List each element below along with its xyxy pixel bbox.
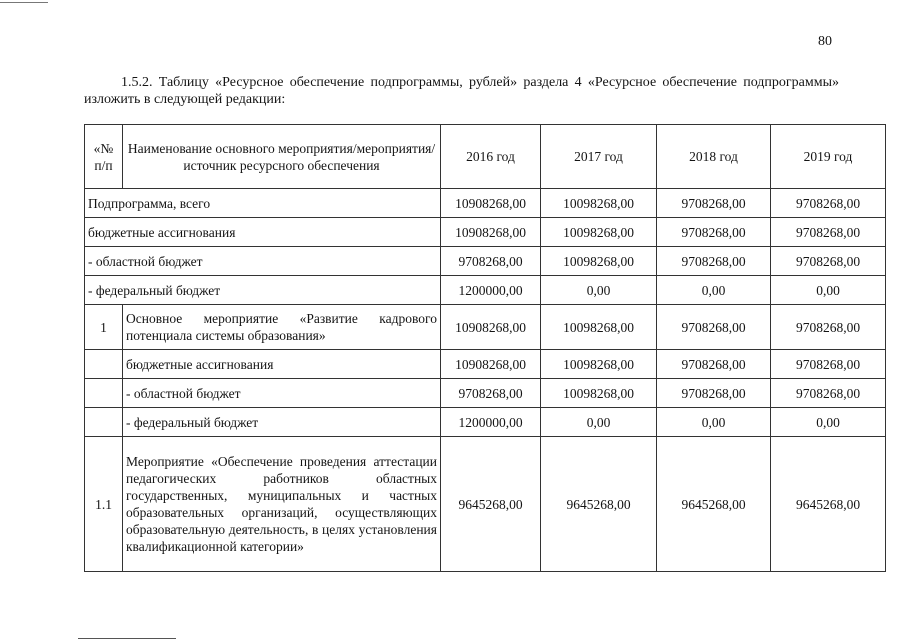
row-value: 10098268,00 <box>541 189 657 218</box>
row-value: 10098268,00 <box>541 379 657 408</box>
header-year: 2016 год <box>441 125 541 189</box>
row-value: 9708268,00 <box>441 379 541 408</box>
row-value: 9708268,00 <box>771 218 886 247</box>
row-name: - областной бюджет <box>123 379 441 408</box>
intro-paragraph: 1.5.2. Таблицу «Ресурсное обеспечение подпрограммы, рублей» раздела 4 «Ресурсное обеспечение подпрограммы» изложить в следующей редакции: <box>84 75 839 107</box>
row-value: 1200000,00 <box>441 276 541 305</box>
table-row <box>85 305 886 350</box>
header-year: 2018 год <box>657 125 771 189</box>
row-name: бюджетные ассигнования <box>85 218 441 247</box>
scan-mark-top <box>0 2 48 3</box>
row-name: Мероприятие «Обеспечение проведения аттестации педагогических работников областных государственных, муниципальных и частных образовательных организаций, осуществляющих образовательную деятельность, в целях установления квалификационной категории» <box>123 437 441 572</box>
row-value: 9708268,00 <box>771 350 886 379</box>
table-row <box>85 247 886 276</box>
row-name: бюджетные ассигнования <box>123 350 441 379</box>
row-value: 9708268,00 <box>657 247 771 276</box>
row-value: 0,00 <box>771 408 886 437</box>
scan-mark-bottom <box>78 638 176 639</box>
row-name: - федеральный бюджет <box>85 276 441 305</box>
row-value: 10908268,00 <box>441 189 541 218</box>
row-value: 9708268,00 <box>657 350 771 379</box>
table-row <box>85 276 886 305</box>
row-num <box>85 379 123 408</box>
row-name: - федеральный бюджет <box>123 408 441 437</box>
resource-table <box>84 124 886 572</box>
row-value: 9708268,00 <box>657 305 771 350</box>
row-name: - областной бюджет <box>85 247 441 276</box>
row-num <box>85 350 123 379</box>
row-value: 10098268,00 <box>541 247 657 276</box>
row-value: 0,00 <box>657 276 771 305</box>
row-value: 10908268,00 <box>441 218 541 247</box>
table-row <box>85 218 886 247</box>
row-value: 9708268,00 <box>657 218 771 247</box>
row-value: 9708268,00 <box>771 247 886 276</box>
row-value: 0,00 <box>541 408 657 437</box>
row-value: 0,00 <box>541 276 657 305</box>
row-name: Основное мероприятие «Развитие кадрового потенциала системы образования» <box>123 305 441 350</box>
table-row <box>85 408 886 437</box>
table-row <box>85 437 886 572</box>
page-number: 80 <box>818 34 832 49</box>
row-value: 1200000,00 <box>441 408 541 437</box>
row-num <box>85 408 123 437</box>
row-value: 9645268,00 <box>541 437 657 572</box>
table-header-row <box>85 125 886 189</box>
row-value: 10908268,00 <box>441 305 541 350</box>
row-value: 9708268,00 <box>657 379 771 408</box>
row-value: 9645268,00 <box>771 437 886 572</box>
row-value: 10098268,00 <box>541 305 657 350</box>
row-value: 10098268,00 <box>541 218 657 247</box>
row-value: 10908268,00 <box>441 350 541 379</box>
row-value: 9708268,00 <box>441 247 541 276</box>
table-row <box>85 379 886 408</box>
row-num: 1.1 <box>85 437 123 572</box>
row-value: 10098268,00 <box>541 350 657 379</box>
header-year: 2019 год <box>771 125 886 189</box>
row-value: 0,00 <box>657 408 771 437</box>
row-value: 9645268,00 <box>441 437 541 572</box>
row-name: Подпрограмма, всего <box>85 189 441 218</box>
row-value: 9645268,00 <box>657 437 771 572</box>
row-value: 9708268,00 <box>771 305 886 350</box>
header-num: «№ п/п <box>85 125 123 189</box>
row-value: 9708268,00 <box>771 189 886 218</box>
row-value: 9708268,00 <box>771 379 886 408</box>
header-name: Наименование основного мероприятия/мероприятия/источник ресурсного обеспечения <box>123 125 441 189</box>
row-value: 0,00 <box>771 276 886 305</box>
table-row <box>85 189 886 218</box>
row-num: 1 <box>85 305 123 350</box>
table-row <box>85 350 886 379</box>
header-year: 2017 год <box>541 125 657 189</box>
row-value: 9708268,00 <box>657 189 771 218</box>
